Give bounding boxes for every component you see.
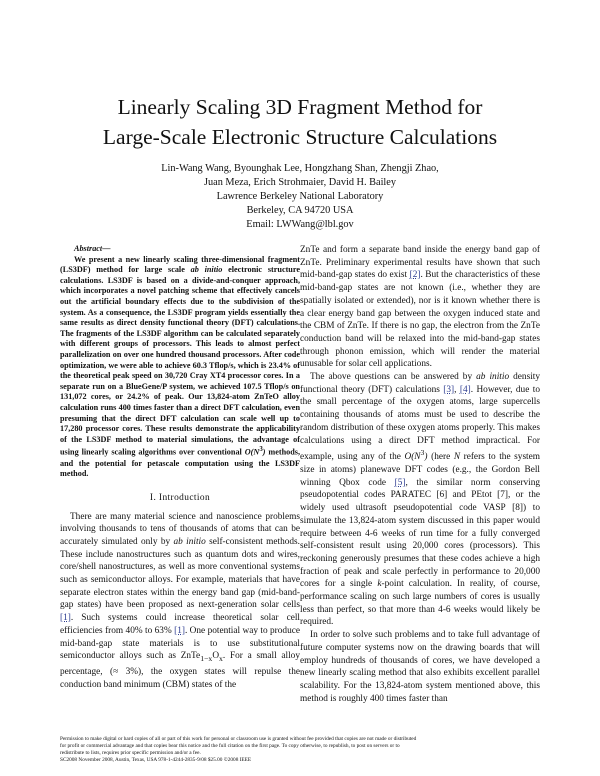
math-close: ) [424, 452, 428, 463]
math-exp: 3 [420, 448, 425, 458]
footer-line-3: redistribute to lists, requires prior specific permission and/or a fee. [60, 750, 201, 756]
abstract-math-exp: 3 [259, 446, 263, 454]
authors-line-1: Lin-Wang Wang, Byounghak Lee, Hongzhang Shan, Zhengji Zhao, [161, 163, 439, 174]
body-italic-ab-initio: ab initio [476, 372, 510, 383]
intro-text: . Such systems could increase theoretical solar cell efficiencies from 40% to 63% [60, 613, 300, 636]
intro-text: There are many material science and nanoscience problems involving thousands to tens of thousands of atoms that can be accurately simulated only by [60, 511, 300, 547]
footer-line-4: SC2008 November 2008, Austin, Texas, USA 978-1-4244-2835-9/08 $25.00 ©2008 IEEE [60, 757, 252, 763]
body-paragraph-1 [300, 244, 540, 371]
author-block [80, 162, 520, 232]
abstract-label: Abstract [74, 244, 103, 253]
affiliation: Lawrence Berkeley National Laboratory [216, 191, 384, 202]
abstract-math-on: O(N [244, 448, 260, 458]
location: Berkeley, CA 94720 USA [246, 205, 354, 216]
body-text: In order to solve such problems and to take full advantage of future computer systems now on the drawing boards that will employ hundreds of thousands of cores, we have developed a new linearly scaling method that also exhibits excellent parallel scalability. For the 13,824-atom system mentioned above, this method is roughly 400 times faster than [300, 630, 540, 704]
abstract-label-line [60, 244, 300, 255]
body-text: , the similar norm conserving pseudopotential codes PARATEC [6] and PEtot [7], or the widely used ultrasoft pseudopotential code VASP [8]) to simulate the 13,824-atom system discussed in this paper would require between 4-6 weeks of run time for a fully converged self-consistent result using 20,000 cores (processors). This reckoning generously presumes that these codes achieve a high fraction of peak and scale perfectly in performance to 20,000 cores for a single [300, 477, 541, 590]
citation-link[interactable]: [3] [443, 384, 455, 395]
right-column [300, 244, 540, 705]
citation-link[interactable]: [5] [394, 477, 406, 488]
authors-line-2: Juan Meza, Erich Strohmaier, David H. Bailey [203, 177, 397, 188]
abstract-text-part: electronic structure calculations. LS3DF is based on a divide-and-conquer approach, which incorporates a novel patching scheme that effectively cancels out the artificial boundary effects due to the subdivision of the system. As a consequence, the LS3DF program yields essentially the same results as direct density functional theory (DFT) calculations. The fragments of the LS3DF algorithm can be calculated separately with different groups of processors. This leads to almost perfect parallelization on over one hundred thousand processors. After code optimization, we were able to achieve 60.3 Tflop/s, which is 23.4% of the theoretical peak speed on 30,720 Cray XT4 processor cores. In a separate run on a BlueGene/P system, we achieved 107.5 Tflop/s on 131,072 cores, or 24.2% of peak. Our 13,824-atom ZnTeO alloy calculation runs 400 times faster than a direct DFT calculation, even presuming that the direct DFT calculation can scale well up to 17,280 processor cores. These results demonstrate the applicability of the LS3DF method to material simulations, the advantage of using linearly scaling algorithms over conventional [60, 265, 300, 458]
formula-subscript: x [219, 654, 223, 664]
abstract-italic-ab-initio: ab initio [190, 265, 223, 275]
citation-link[interactable]: [4] [459, 384, 471, 395]
section-heading-introduction: I. Introduction [149, 492, 211, 503]
intro-paragraph-1 [60, 511, 300, 692]
paper-title [40, 92, 560, 152]
footer-line-1: Permission to make digital or hard copies of all or part of this work for personal or classroom use is granted without fee provided that copies are not made or distributed [60, 736, 417, 742]
body-paragraph-2 [300, 371, 540, 629]
formula-element: O [212, 651, 220, 662]
abstract-text-part: We present a new linearly scaling three-dimensional fragment (LS3DF) method for large scale [60, 254, 300, 275]
left-column [60, 244, 300, 691]
body-text: (here [427, 452, 454, 463]
body-text: The above questions can be answered by [310, 372, 477, 383]
citation-link[interactable]: [1] [174, 625, 185, 636]
title-line-1: Linearly Scaling 3D Fragment Method for [117, 95, 483, 119]
intro-text: . One potential way to produce mid-band-gap state materials is to use substitutional semiconductor alloys such as ZnTe [60, 625, 300, 662]
intro-text: self-consistent methods. These include nanostructures such as quantum dots and wires, core/shell nanostructures, as well as more conventional systems such as semiconductor alloys. For example, materials that have separate electron states within the energy band gap (mid-band-gap states) have been proposed as next-generation solar cells [60, 536, 300, 611]
abstract [60, 244, 300, 480]
formula-subscript: 1−x [200, 654, 213, 664]
body-text: ZnTe and form a separate band inside the energy band gap of ZnTe. Preliminary experimental results have shown that such mid-band-gap states do exist [300, 245, 540, 281]
footer-line-2: for profit or commercial advantage and that copies bear this notice and the full citation on the first page. To copy otherwise, to republish, to post on servers or to [60, 743, 400, 749]
body-text: density functional theory (DFT) calculations [300, 372, 541, 395]
title-line-2: Large-Scale Electronic Structure Calculations [102, 125, 498, 149]
intro-italic-ab-initio: ab initio [173, 536, 206, 547]
body-text: . However, due to the small percentage of the oxygen atoms, large supercells containing thousands of atoms must be used to describe the random distribution of these oxygen atoms properly. This makes calculations using a direct DFT method impractical. For example, using any of the [300, 384, 540, 463]
email[interactable]: Email: LWWang@lbl.gov [246, 219, 354, 230]
math-n: N [453, 452, 461, 463]
citation-link[interactable]: [1] [60, 613, 71, 624]
body-text: , [454, 384, 460, 395]
copyright-footer [60, 736, 545, 764]
intro-text: . For a small alloy percentage, (≈ 3%), the oxygen states will repulse the conduction band minimum (CBM) states of the [60, 651, 300, 690]
body-text: refers to the system size in atoms) planewave DFT codes (e.g., the Gordon Bell winning Qbox code [300, 452, 540, 488]
abstract-math-close: ) [262, 448, 266, 458]
abstract-text-part: methods, and the potential for petascale computation using the LS3DF method. [60, 448, 300, 479]
abstract-dash: — [102, 244, 111, 253]
body-text: -point calculation. In reality, of course, performance scaling on such large numbers of cores is usually less than perfect, so that more than 4-6 weeks would likely be required. [300, 579, 540, 628]
math-on: O(N [404, 452, 421, 463]
body-paragraph-3 [300, 629, 540, 705]
abstract-text [60, 255, 300, 480]
citation-link[interactable]: [2] [409, 270, 421, 281]
math-k: k [377, 579, 382, 590]
body-text: . But the characteristics of these mid-band-gap states are not known (i.e., whether they are spatially isolated or extended), nor is it known whether there is a clear energy band gap between the oxygen induced state and the CBM of ZnTe. If there is no gap, the electron from the ZnTe conduction band will be relaxed into the mid-band-gap states through phonon emission, which will render the material unusable for solar cell applications. [300, 270, 541, 370]
